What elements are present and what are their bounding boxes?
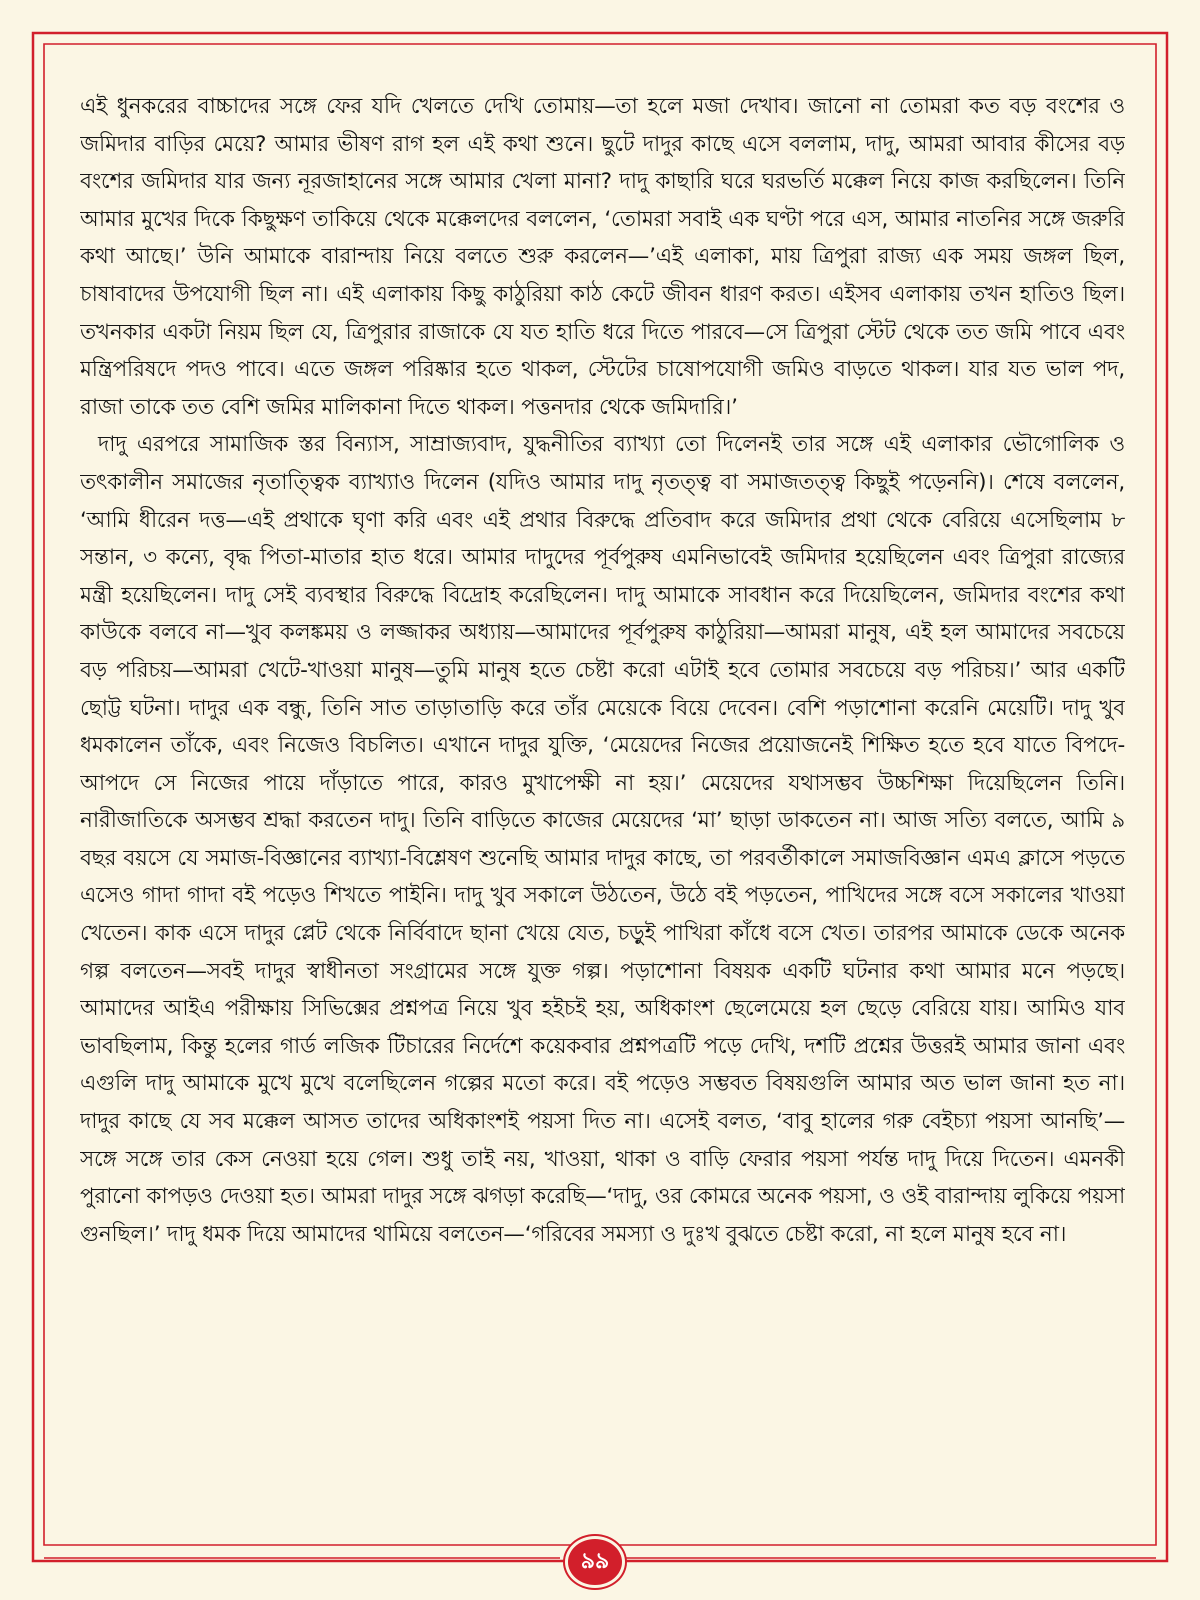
page-number: ৯৯ [580,1549,610,1574]
body-text [80,88,1125,1488]
paragraph-1: এই ধুনকরের বাচ্চাদের সঙ্গে ফের যদি খেলতে দেখি তোমায়—তা হলে মজা দেখাব। জানো না তোমরা কত বড় বংশের ও জমিদার বাড়ির মেয়ে? আমার ভীষণ রাগ হল এই কথা শুনে। ছুটে দাদুর কাছে এসে বললাম, দাদু, আমরা আবার কীসের বড় বংশের জমিদার যার জন্য নূরজাহানের সঙ্গে আমার খেলা মানা? দাদু কাছারি ঘরে ঘরভর্তি মক্কেল নিয়ে কাজ করছিলেন। তিনি আমার মুখের দিকে কিছুক্ষণ তাকিয়ে থেকে মক্কেলদের বললেন, ‘তোমরা সবাই এক ঘণ্টা পরে এস, আমার নাতনির সঙ্গে জরুরি কথা আছে।’ উনি আমাকে বারান্দায় নিয়ে বলতে শুরু করলেন—’এই এলাকা, মায় ত্রিপুরা রাজ্য এক সময় জঙ্গল ছিল, চাষাবাদের উপযোগী ছিল না। এই এলাকায় কিছু কাঠুরিয়া কাঠ কেটে জীবন ধারণ করত। এইসব এলাকায় তখন হাতিও ছিল। তখনকার একটা নিয়ম ছিল যে, ত্রিপুরার রাজাকে যে যত হাতি ধরে দিতে পারবে—সে ত্রিপুরা স্টেট থেকে তত জমি পাবে এবং মন্ত্রিপরিষদে পদও পাবে। এতে জঙ্গল পরিষ্কার হতে থাকল, স্টেটের চাষোপযোগী জমিও বাড়তে থাকল। যার যত ভাল পদ, রাজা তাকে তত বেশি জমির মালিকানা দিতে থাকল। পত্তনদার থেকে জমিদারি।’ [80,94,1125,420]
paragraph-2: দাদু এরপরে সামাজিক স্তর বিন্যাস, সাম্রাজ্যবাদ, যুদ্ধনীতির ব্যাখ্যা তো দিলেনই তার সঙ্গে এই এলাকার ভৌগোলিক ও তৎকালীন সমাজের নৃতাত্ত্বিক ব্যাখ্যাও দিলেন (যদিও আমার দাদু নৃতত্ত্ব বা সমাজতত্ত্ব কিছুই পড়েননি)। শেষে বললেন, ‘আমি ধীরেন দত্ত—এই প্রথাকে ঘৃণা করি এবং এই প্রথার বিরুদ্ধে প্রতিবাদ করে জমিদার প্রথা থেকে বেরিয়ে এসেছিলাম ৮ সন্তান, ৩ কন্যে, বৃদ্ধ পিতা-মাতার হাত ধরে। আমার দাদুদের পূর্বপুরুষ এমনিভাবেই জমিদার হয়েছিলেন এবং ত্রিপুরা রাজ্যের মন্ত্রী হয়েছিলেন। দাদু সেই ব্যবস্থার বিরুদ্ধে বিদ্রোহ করেছিলেন। দাদু আমাকে সাবধান করে দিয়েছিলেন, জমিদার বংশের কথা কাউকে বলবে না—খুব কলঙ্কময় ও লজ্জাকর অধ্যায়—আমাদের পূর্বপুরুষ কাঠুরিয়া—আমরা মানুষ, এই হল আমাদের সবচেয়ে বড় পরিচয়—আমরা খেটে-খাওয়া মানুষ—তুমি মানুষ হতে চেষ্টা করো এটাই হবে তোমার সবচেয়ে বড় পরিচয়।’ আর একটি ছোট্ট ঘটনা। দাদুর এক বন্ধু, তিনি সাত তাড়াতাড়ি করে তাঁর মেয়েকে বিয়ে দেবেন। বেশি পড়াশোনা করেনি মেয়েটি। দাদু খুব ধমকালেন তাঁকে, এবং নিজেও বিচলিত। এখানে দাদুর যুক্তি, ‘মেয়েদের নিজের প্রয়োজনেই শিক্ষিত হতে হবে যাতে বিপদে-আপদে সে নিজের পায়ে দাঁড়াতে পারে, কারও মুখাপেক্ষী না হয়।’ মেয়েদের যথাসম্ভব উচ্চশিক্ষা দিয়েছিলেন তিনি। নারীজাতিকে অসম্ভব শ্রদ্ধা করতেন দাদু। তিনি বাড়িতে কাজের মেয়েদের ‘মা’ ছাড়া ডাকতেন না। আজ সত্যি বলতে, আমি ৯ বছর বয়সে যে সমাজ-বিজ্ঞানের ব্যাখ্যা-বিশ্লেষণ শুনেছি আমার দাদুর কাছে, তা পরবর্তীকালে সমাজবিজ্ঞান এমএ ক্লাসে পড়তে এসেও গাদা গাদা বই পড়েও শিখতে পাইনি। দাদু খুব সকালে উঠতেন, উঠে বই পড়তেন, পাখিদের সঙ্গে বসে সকালের খাওয়া খেতেন। কাক এসে দাদুর প্লেট থেকে নির্বিবাদে ছানা খেয়ে যেত, চড়ুই পাখিরা কাঁধে বসে খেত। তারপর আমাকে ডেকে অনেক গল্প বলতেন—সবই দাদুর স্বাধীনতা সংগ্রামের সঙ্গে যুক্ত গল্প। পড়াশোনা বিষয়ক একটি ঘটনার কথা আমার মনে পড়ছে। আমাদের আইএ পরীক্ষায় সিভিক্সের প্রশ্নপত্র নিয়ে খুব হইচই হয়, অধিকাংশ ছেলেমেয়ে হল ছেড়ে বেরিয়ে যায়। আমিও যাব ভাবছিলাম, কিন্তু হলের গার্ড লজিক টিচারের নির্দেশে কয়েকবার প্রশ্নপত্রটি পড়ে দেখি, দশটি প্রশ্নের উত্তরই আমার জানা এবং এগুলি দাদু আমাকে মুখে মুখে বলেছিলেন গল্পের মতো করে। বই পড়েও সম্ভবত বিষয়গুলি আমার অত ভাল জানা হত না। দাদুর কাছে যে সব মক্কেল আসত তাদের অধিকাংশই পয়সা দিত না। এসেই বলত, ‘বাবু হালের গরু বেইচ্যা পয়সা আনছি’—সঙ্গে সঙ্গে তার কেস নেওয়া হয়ে গেল। শুধু তাই নয়, খাওয়া, থাকা ও বাড়ি ফেরার পয়সা পর্যন্ত দাদু দিয়ে দিতেন। এমনকী পুরানো কাপড়ও দেওয়া হত। আমরা দাদুর সঙ্গে ঝগড়া করেছি—‘দাদু, ওর কোমরে অনেক পয়সা, ও ওই বারান্দায় লুকিয়ে পয়সা গুনছিল।’ দাদু ধমক দিয়ে আমাদের থামিয়ে বলতেন—‘গরিবের সমস্যা ও দুঃখ বুঝতে চেষ্টা করো, না হলে মানুষ হবে না। [80,432,1125,1247]
page-number-badge [565,1536,625,1588]
